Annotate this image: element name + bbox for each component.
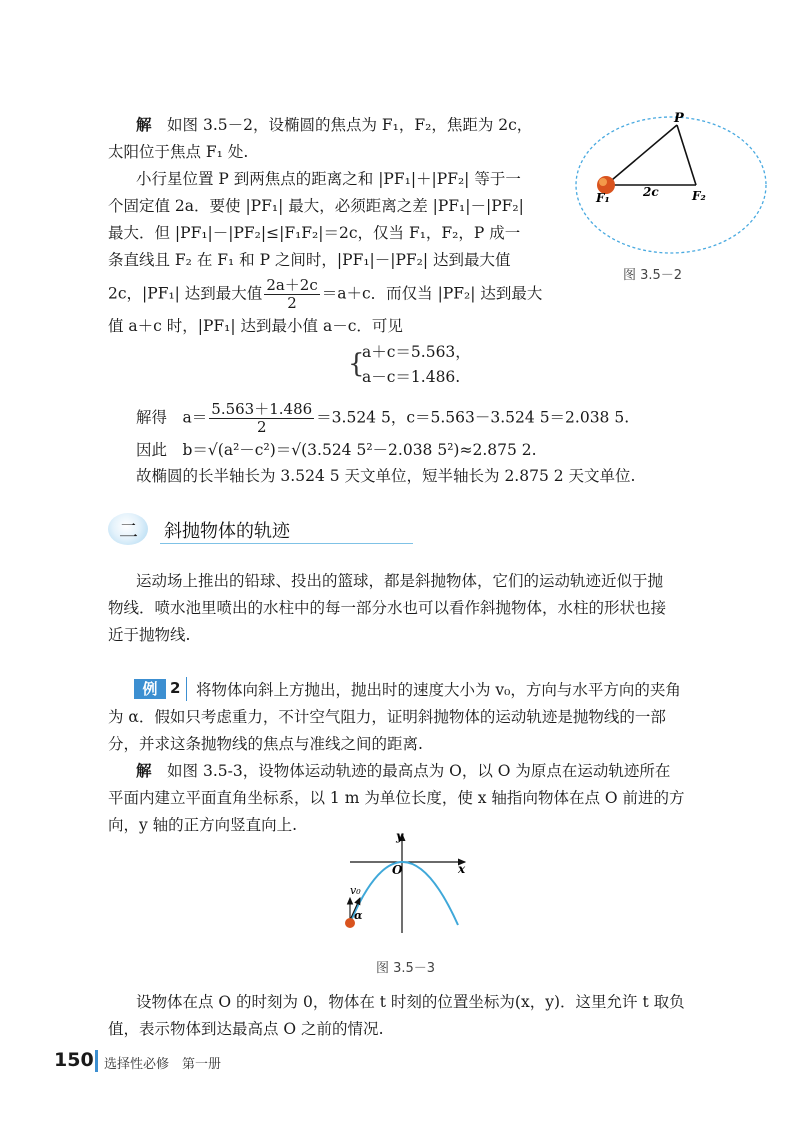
solution-label: 解: [136, 115, 152, 134]
label-x: x: [458, 862, 466, 876]
solution1-line2: 太阳位于焦点 F₁ 处.: [108, 143, 249, 161]
example2-line2: 为 α．假如只考虑重力，不计空气阻力，证明斜抛物体的运动轨迹是抛物线的一部: [108, 708, 666, 726]
fraction-numerator: 2a＋2c: [266, 276, 318, 294]
solve-label: 解得: [136, 408, 168, 427]
figure-ellipse: [570, 100, 770, 270]
section-header: [108, 513, 313, 545]
solution1-line1-text: 如图 3.5－2，设椭圆的焦点为 F₁，F₂，焦距为 2c，: [167, 116, 533, 134]
example-number: 2: [170, 679, 181, 697]
sun-highlight: [599, 178, 607, 186]
conclusion-line: 故椭圆的长半轴长为 3.524 5 天文单位，短半轴长为 2.875 2 天文单位.: [136, 467, 636, 485]
example2-line1: 将物体向斜上方抛出，抛出时的速度大小为 v₀，方向与水平方向的夹角: [196, 681, 681, 699]
footer-book-title: 选择性必修 第一册: [104, 1057, 222, 1072]
label-alpha: α: [354, 909, 363, 922]
line7-text-b: ＝a＋c．而仅当 |PF₂| 达到最大: [321, 284, 543, 303]
section2-para-line2: 物线．喷水池里喷出的水柱中的每一部分水也可以看作斜抛物体，水柱的形状也接: [108, 599, 667, 617]
fraction-numerator: 5.563＋1.486: [211, 400, 313, 418]
example2-line3: 分，并求这条抛物线的焦点与准线之间的距离.: [108, 735, 423, 753]
label-v0: v₀: [350, 884, 361, 897]
solution1-line6: 条直线且 F₂ 在 F₁ 和 P 之间时，|PF₁|－|PF₂| 达到最大值: [108, 251, 511, 269]
section2-para-line1: 运动场上推出的铅球、投出的篮球，都是斜抛物体，它们的运动轨迹近似于抛: [136, 572, 664, 590]
label-y: y: [396, 829, 403, 843]
system-eq2: a－c＝1.486.: [362, 368, 461, 386]
figure-353-caption: 图 3.5－3: [376, 961, 436, 976]
segment-F1P: [606, 125, 677, 185]
solution-label: 解: [136, 761, 152, 780]
label-F1: F₁: [596, 191, 610, 205]
footer-accent-bar: [95, 1050, 98, 1072]
section-title: 斜抛物体的轨迹: [164, 521, 290, 542]
solution1-line1: [136, 115, 532, 135]
line7-text-a: 2c，|PF₁| 达到最大值: [108, 284, 263, 303]
fraction-max: [264, 277, 319, 312]
label-2c: 2c: [643, 185, 659, 199]
fraction-denominator: 2: [287, 294, 297, 312]
fraction-solve: [209, 401, 314, 436]
brace-symbol: {: [348, 349, 365, 379]
label-O: O: [392, 863, 403, 877]
solution2-line1: [136, 761, 670, 781]
solution2-line1-text: 如图 3.5-3，设物体运动轨迹的最高点为 O，以 O 为原点在运动轨迹所在: [167, 762, 671, 780]
solution1-line7: [108, 277, 542, 312]
section-number: 二: [119, 520, 139, 542]
page-number: 150: [54, 1049, 94, 1071]
solution1-line8: 值 a＋c 时，|PF₁| 达到最小值 a－c．可见: [108, 317, 403, 335]
solution1-line5: 最大．但 |PF₁|－|PF₂|≤|F₁F₂|＝2c，仅当 F₁，F₂，P 成一: [108, 224, 521, 242]
solve-rest: ＝3.524 5，c＝5.563－3.524 5＝2.038 5.: [316, 408, 630, 427]
system-eq1: a＋c＝5.563，: [362, 343, 471, 361]
example-separator: [186, 677, 187, 701]
label-F2: F₂: [692, 189, 706, 203]
segment-PF2: [677, 125, 696, 185]
solution2-line5: 值，表示物体到达最高点 O 之前的情况.: [108, 1020, 384, 1038]
solution1-line3: 小行星位置 P 到两焦点的距离之和 |PF₁|＋|PF₂| 等于一: [136, 170, 521, 188]
solution2-line2: 平面内建立平面直角坐标系，以 1 m 为单位长度，使 x 轴指向物体在点 O 前进的方: [108, 789, 685, 807]
figure-352-caption: 图 3.5－2: [623, 268, 683, 283]
label-P: P: [674, 111, 684, 126]
section-underline: [160, 543, 413, 544]
solve-a: a＝: [182, 408, 208, 427]
solve-line: [136, 401, 629, 436]
section2-para-line3: 近于抛物线.: [108, 626, 191, 644]
solution2-line4: 设物体在点 O 的时刻为 0，物体在 t 时刻的位置坐标为(x，y)．这里允许 t 取负: [136, 993, 685, 1011]
trajectory-curve: [350, 862, 458, 925]
solution1-line4: 个固定值 2a．要使 |PF₁| 最大，必须距离之差 |PF₁|－|PF₂|: [108, 197, 524, 215]
example-badge: 例: [134, 679, 166, 699]
fraction-denominator: 2: [256, 418, 267, 436]
solution2-line3: 向，y 轴的正方向竖直向上.: [108, 816, 298, 834]
figure-parabola: [330, 828, 480, 936]
b-line: 因此 b＝√(a²－c²)＝√(3.524 5²－2.038 5²)≈2.875 2.: [136, 441, 537, 459]
